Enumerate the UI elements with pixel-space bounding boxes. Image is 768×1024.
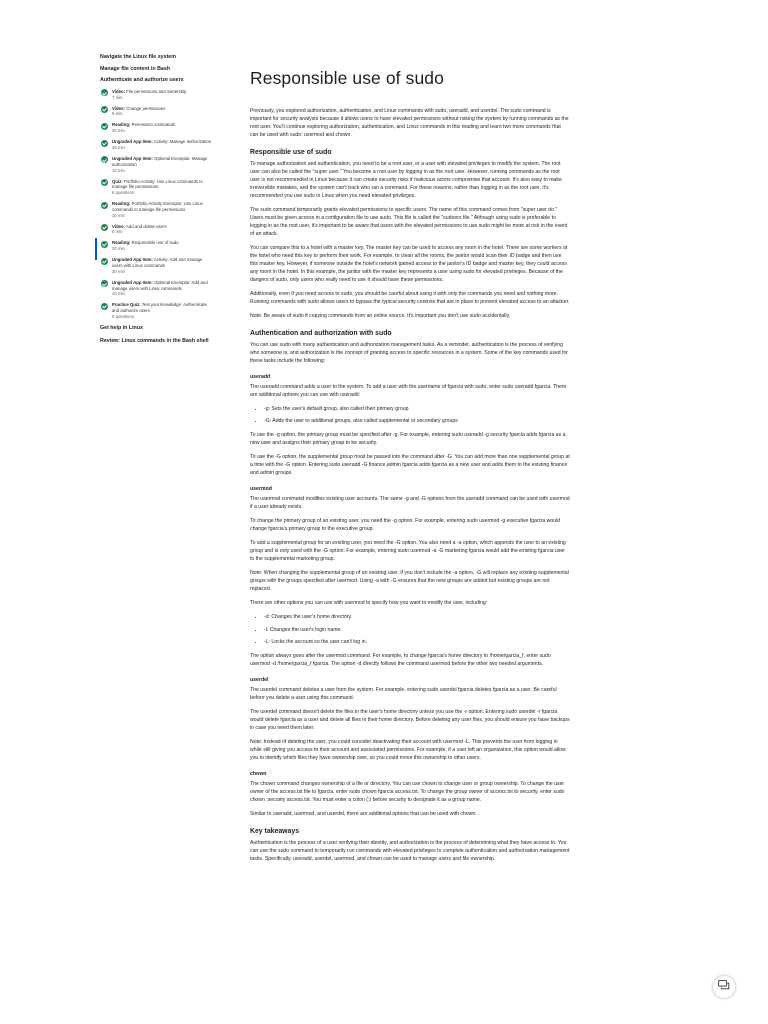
sidebar-item[interactable]: [100, 280, 212, 297]
sidebar-item-title: Optional Exemplar: Manage authorization: [112, 155, 208, 167]
reading-content: [250, 68, 570, 870]
section-heading: Authentication and authorization with sudo: [250, 329, 392, 337]
paragraph: Note: When changing the supplemental group of an existing user, if you don't include the -a option, -G will replace any existing supplemental groups with the groups specified after usermod. Using -a with -G ensures that the new groups are added but existing groups are not replaced.: [250, 569, 569, 592]
sidebar-item-title: Activity: Manage authorization: [153, 139, 212, 145]
sidebar-item[interactable]: [100, 257, 212, 274]
sidebar-item-title: Portfolio Activity: Use Linux commands to manage file permissions: [112, 178, 203, 190]
list-item: • -g: Sets the user's default group, also called their primary group: [264, 406, 570, 414]
paragraph: Previously, you explored authorization, authentication, and Linux commands with sudo, useradd, and userdel. The sudo command is important for security analysts because it allows users to have elevated permissions without risking the system by running commands as the root user. You'll continue exploring authorization, authentication, and Linux commands in this reading and learn two more commands that can be used with sudo: usermod and chown.: [250, 108, 569, 138]
bullet-list: [250, 614, 570, 647]
completed-check-icon: [101, 156, 108, 163]
sidebar-item-duration: 30 min: [112, 268, 125, 274]
sidebar-item-title: Test your knowledge: Authenticate and authorize users: [112, 302, 207, 314]
completed-check-icon: [101, 202, 108, 209]
sidebar-item-kind: Quiz:: [112, 178, 123, 184]
sidebar-item-duration: 10 min: [112, 291, 125, 297]
paragraph: The sudo command temporarily grants elevated permissions to specific users. The name of this command comes from "super user do." Users must be given access in a configuration file to use sudo. This file is called the "sudoers file." Although using sudo is preferable to logging in as the root user, it's important to be aware that users with the elevated permissions to use sudo might be more at risk in the event of an attack.: [250, 206, 568, 237]
sidebar-item-duration: 5 min: [112, 229, 123, 235]
chat-feedback-icon: [718, 978, 730, 996]
sidebar-section-link[interactable]: Get help in Linux: [100, 324, 143, 331]
sidebar-item-kind: Practice Quiz:: [112, 302, 141, 308]
sidebar-item-title: Responsible use of sudo: [131, 240, 179, 246]
subsection-heading: userdel: [250, 676, 269, 683]
list-item: • -d: Changes the user's home directory.: [264, 614, 570, 622]
paragraph: To manage authorization and authentication, you need to be a root user, or a user with elevated privileges to modify the system. The root user can also be called the "super user." You become a root user by logging in as the root user. However, running commands as the root user is not recommended in Linux because it can create security risks if malicious actors compromise that account. It's also easy to make irreversible mistakes, and the system can't track who ran a command. For these reasons, rather than logging in as the root user, it's recommended you use sudo in Linux when you need elevated privileges.: [250, 160, 562, 199]
sidebar-item-title: Permission commands: [131, 122, 176, 128]
sidebar-item-duration: 20 min: [112, 128, 125, 134]
sidebar-item[interactable]: [100, 240, 212, 252]
paragraph: To use the -G option, the supplemental group must be passed into the command after -G. You can add more than one supplemental group at a time with the -G option. Entering sudo useradd -G finance,admin fgarcia adds fgarcia as a new user and adds them to the existing finance and admin groups.: [250, 454, 570, 476]
sidebar-item-duration: 8 questions: [112, 190, 134, 196]
completed-check-icon: [101, 280, 108, 287]
completed-check-icon: [101, 241, 108, 248]
paragraph: The useradd command adds a user to the system. To add a user with the username of fgarcia with sudo, enter sudo useradd fgarcia. There are additional options you can use with useradd:: [250, 383, 567, 398]
paragraph: The option always goes after the usermod command. For example, to change fgarcia's home directory to /home/garcia_f, enter sudo usermod -d /home/garcia_f fgarcia. The option -d directly follows the command usermod before the other two needed arguments.: [250, 653, 551, 667]
section-heading: Key takeaways: [250, 827, 300, 835]
sidebar-item[interactable]: [100, 156, 212, 173]
sidebar-item-title: Change permissions: [126, 105, 166, 111]
course-sidebar: [100, 54, 212, 351]
paragraph: The chown command changes ownership of a file or directory. You can use chown to change user or group ownership. To change the user owner of the access.txt file to fgarcia, enter sudo chown fgarcia access.txt. To change the group owner of access.txt to security, enter sudo chown :security access.txt. You must enter a colon (:) before security to designate it as a group name.: [250, 780, 565, 803]
section-heading: Responsible use of sudo: [250, 148, 332, 156]
paragraph: Authentication is the process of a user verifying their identity, and authorization is the process of determining what they have access to. You can use the sudo command to temporarily run commands with elevated privileges to complete authentication and authorization management tasks. Specifically, useradd, userdel, usermod, and chown can be used to manage users and file ownership.: [250, 839, 570, 862]
sidebar-item-duration: 7 min: [112, 94, 123, 100]
sidebar-item-kind: Video:: [112, 223, 126, 229]
paragraph: The userdel command deletes a user from the system. For example, entering sudo userdel fgarcia deletes fgarcia as a user. Be careful before you delete a user using this command.: [250, 686, 557, 701]
completed-check-icon: [101, 258, 108, 265]
paragraph: Note: Be aware of sudo if copying commands from an online source. It's important you don't use sudo accidentally.: [250, 312, 511, 319]
paragraph: You can use sudo with many authentication and authorization management tasks. As a reminder, authentication is the process of verifying who someone is, and authorization is the concept of granting access to specific resources in a system. Some of the key commands used for these tasks include the following:: [250, 341, 569, 364]
completed-check-icon: [101, 123, 108, 130]
sidebar-item-duration: 20 min: [112, 246, 125, 252]
subsection-heading: chown: [250, 770, 267, 777]
paragraph: The userdel command doesn't delete the files in the user's home directory unless you use the -r option. Entering sudo userdel -r fgarcia would delete fgarcia as a user and delete all files in their home directory. Before deleting any user files, you should ensure you have backups in case you need them later.: [250, 708, 570, 731]
sidebar-item[interactable]: [100, 122, 212, 134]
sidebar-item-kind: Ungraded App Item:: [112, 139, 153, 145]
sidebar-item[interactable]: [100, 302, 212, 319]
list-item: • -l: Changes the user's login name.: [264, 627, 570, 635]
sidebar-item-kind: Ungraded App Item:: [112, 155, 153, 161]
sidebar-item[interactable]: [100, 224, 212, 236]
sidebar-item-title: File permissions and ownership: [126, 88, 187, 94]
sidebar-item-kind: Ungraded App Item:: [112, 257, 153, 263]
list-item: • -G: Adds the user to additional groups, also called supplemental or secondary groups: [264, 418, 570, 426]
sidebar-section-link[interactable]: Manage file content in Bash: [100, 65, 171, 72]
completed-check-icon: [101, 303, 108, 310]
subsection-heading: usermod: [250, 485, 272, 492]
sidebar-item-duration: 6 min: [112, 111, 123, 117]
sidebar-item-title: Optional Exemplar: Add and manage users with Linux commands: [112, 279, 208, 291]
sidebar-item-title: Activity: Add and manage users with Linux commands: [112, 257, 203, 269]
sidebar-item[interactable]: [100, 139, 212, 151]
sidebar-item[interactable]: [100, 89, 212, 101]
sidebar-item-duration: 30 min: [112, 144, 125, 150]
paragraph: The usermod command modifies existing user accounts. The same -g and -G options from the useradd command can be used with usermod if a user already exists.: [250, 495, 570, 510]
sidebar-item-kind: Video:: [112, 88, 126, 94]
paragraph: Additionally, even if you need access to sudo, you should be careful about using it with only the commands you need and nothing more. Running commands with sudo allows users to bypass the typical security controls that are in place to prevent elevated access to an attacker.: [250, 290, 570, 305]
completed-check-icon: [101, 89, 108, 96]
article-body: [250, 108, 570, 864]
sidebar-item-title: Portfolio Activity Exemplar: Use Linux commands to manage file permissions: [112, 201, 203, 212]
sidebar-item-duration: 5 questions: [112, 314, 134, 319]
sidebar-item[interactable]: [100, 201, 212, 218]
paragraph: To change the primary group of an existing user, you need the -g option. For example, entering sudo usermod -g executive fgarcia would change fgarcia's primary group to the executive group.: [250, 517, 561, 532]
paragraph: You can compare this to a hotel with a master key. The master key can be used to access any room in the hotel. There are some workers at the hotel who need this key to perform their work. For example, to clean all the rooms, the janitor would scan their ID badge and then use this master key. However, if someone outside the hotel's network gained access to the janitor's ID badge and master key, they could access any room in the hotel. In this example, the janitor with the master key represents a user using sudo for elevated privileges. Because of the dangers of sudo, only users who really need to use it should have these permissions.: [250, 244, 568, 283]
sidebar-section-link[interactable]: Navigate the Linux file system: [100, 54, 176, 60]
sidebar-section-link[interactable]: Authenticate and authorize users: [100, 77, 184, 84]
list-item: • -L: Locks the account so the user can't log in.: [264, 639, 570, 647]
paragraph: To add a supplemental group for an existing user, you need the -G option. You also need a -a option, which appends the user to an existing group and is only used with the -G option. For example, entering sudo usermod -a -G marketing fgarcia would add the existing fgarcia user to the supplemental marketing group.: [250, 539, 566, 562]
sidebar-item-kind: Ungraded App Item:: [112, 279, 153, 285]
sidebar-item-kind: Reading:: [112, 201, 131, 207]
sidebar-item-duration: 10 min: [112, 167, 125, 173]
paragraph: To use the -g option, the primary group must be specified after -g. For example, entering sudo useradd -g security fgarcia adds fgarcia as a new user and assigns their primary group to be security.: [250, 432, 566, 447]
page-title: Responsible use of sudo: [250, 68, 444, 88]
chat-feedback-button[interactable]: [713, 976, 735, 998]
sidebar-section-link[interactable]: Review: Linux commands in the Bash shell: [100, 337, 209, 344]
paragraph: Similar to useradd, usermod, and userdel, there are additional options that can be used with chown.: [250, 810, 477, 817]
paragraph: There are other options you can use with usermod to specify how you want to modify the user, including:: [250, 599, 488, 606]
sidebar-item-kind: Reading:: [112, 122, 131, 128]
sidebar-item-kind: Video:: [112, 105, 126, 111]
sidebar-item-kind: Reading:: [112, 240, 131, 246]
sidebar-item[interactable]: [100, 179, 212, 196]
completed-check-icon: [101, 224, 108, 231]
completed-check-icon: [101, 179, 108, 186]
sidebar-item-title: Add and delete users: [126, 223, 167, 229]
paragraph: Note: Instead of deleting the user, you could consider deactivating their account with usermod -L. This prevents the user from logging in while still giving you access to their account and associated permissions. For example, if a user left an organization, this option would allow you to identify which files they have ownership over, so you could move this ownership to other users.: [250, 738, 566, 761]
sidebar-item[interactable]: [100, 106, 212, 118]
sidebar-item-duration: 10 min: [112, 212, 125, 218]
bullet-list: [250, 406, 570, 426]
completed-check-icon: [101, 106, 108, 113]
subsection-heading: useradd: [250, 373, 271, 380]
completed-check-icon: [101, 140, 108, 147]
